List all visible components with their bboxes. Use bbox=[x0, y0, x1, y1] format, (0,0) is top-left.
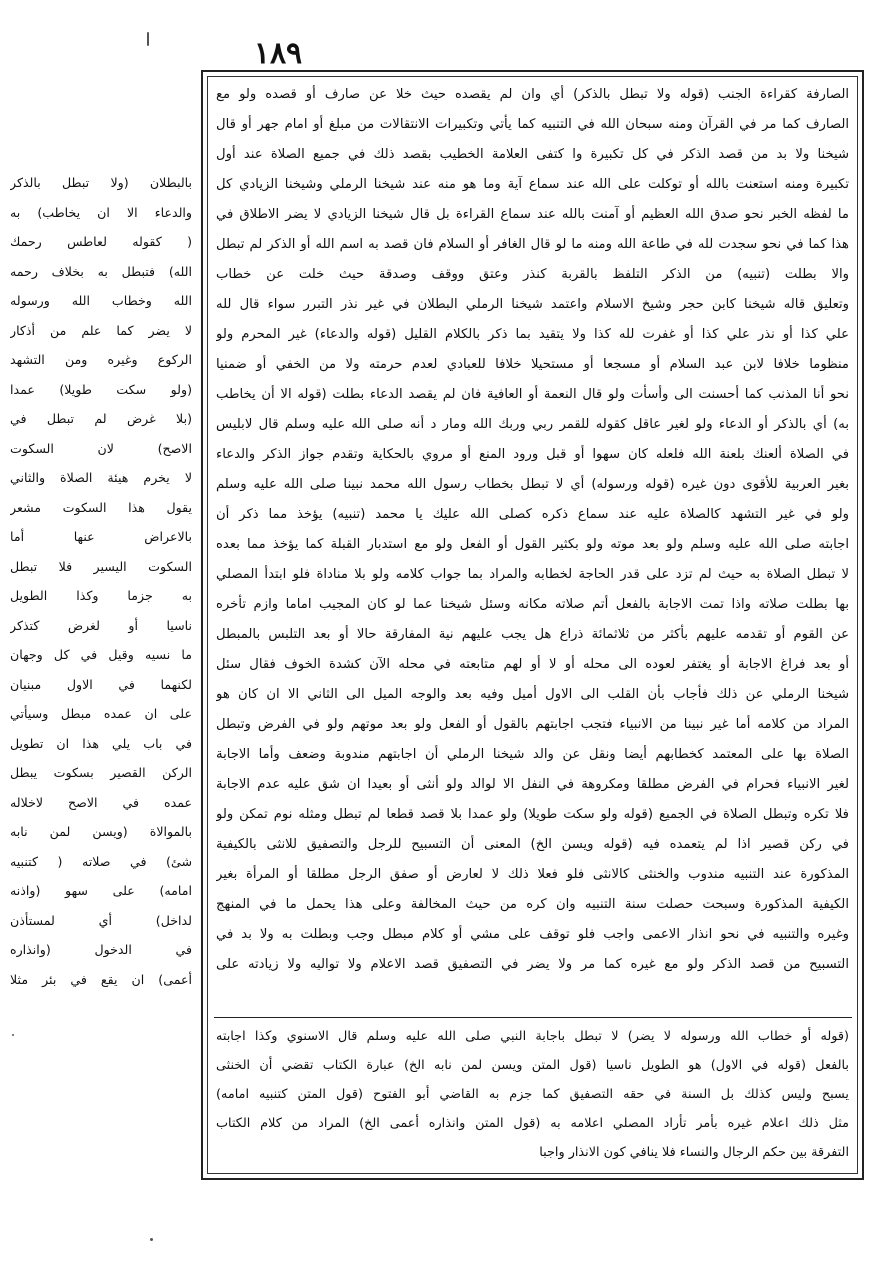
main-line: الصارفة كقراءة الجنب (قوله ولا تبطل بالذكر) أي وان لم يقصده حيث خلا عن صارف أو قصده ولو مع bbox=[216, 87, 849, 102]
margin-line: في الدخول (وانذاره bbox=[10, 942, 192, 957]
margin-matn-column bbox=[8, 168, 194, 987]
main-line: التسبيح من قصد الذكر ولو مع غيره كما مر ولا يضر في التصفيق قصد الاعلام ولا تواليه ولا زيادته على bbox=[216, 957, 849, 972]
margin-line: ( كقوله لعاطس رحمك bbox=[10, 234, 192, 249]
margin-line: بالبطلان (ولا تبطل بالذكر bbox=[10, 175, 192, 190]
margin-line: امامه) على سهو (واذنه bbox=[10, 883, 192, 898]
main-line: المذكورة عند التنبيه مندوب والخنثى كالانثى فلو فعلا ذلك لا لعارض أو صفق الرجل مطلقا أو المرأة بغير bbox=[216, 867, 849, 882]
main-line: شيخنا الرملي عن ذلك فأجاب بأن القلب الى الاول أميل وفيه بعد والوجه الميل الى الثاني الا ان كان هو bbox=[216, 687, 849, 702]
margin-line: ناسيا أو لغرض كتذكر bbox=[10, 617, 192, 633]
margin-line: ما نسيه وقيل في كل وجهان bbox=[10, 647, 192, 662]
margin-line: الركوع وغيره ومن التشهد bbox=[10, 352, 192, 367]
footnotes bbox=[206, 1022, 859, 1172]
margin-line: لكنهما في الاول مبنيان bbox=[10, 676, 192, 692]
main-line: المراد من كلامه أما غير نبينا من الانبياء فتجب اجابتهم بالقول أو الفعل ولو بعد موتهم ولو في الفرض وتبطل bbox=[216, 717, 849, 732]
scan-speck bbox=[12, 1034, 14, 1036]
margin-line: بالاعراض عنها أما bbox=[10, 529, 192, 544]
margin-line: في باب يلي هذا ان تطويل bbox=[10, 735, 192, 751]
margin-line: لداخل) أي لمستأذن bbox=[10, 912, 192, 928]
main-line: شيخنا ولا بد من قصد الذكر في كل تكبيرة وا كتفى العلامة الخطيب بقصد ذلك في جميع الصلاة عند أول bbox=[216, 147, 849, 162]
footnote-line: (قوله أو خطاب الله ورسوله لا يضر) لا تبطل باجابة النبي صلى الله عليه وسلم قال الاسنوي وكذا اجابته bbox=[216, 1029, 849, 1044]
scan-speck bbox=[150, 1238, 153, 1241]
main-line: فلا تكره وتبطل الصلاة في الجميع (قوله ولو سكت طويلا) ولو عمدا بلا قصد قطعا لم تبطل ومثله نوم تمكن ولو bbox=[216, 807, 849, 822]
main-line: لا تبطل الصلاة به حيث لم تزد على قدر الحاجة لخطابه والمراد بما جواب كلامه ولو بلا مناداة فلو ابتدأ المصلي bbox=[216, 567, 849, 582]
main-line: عن القوم أو تقدمه عليهم بأكثر من ثلاثمائة ذراع هل يجب عليهم نية المفارقة حالا أو بعد التلبس بالمبطل bbox=[216, 627, 849, 642]
margin-line: الله) فتبطل به بخلاف رحمه bbox=[10, 263, 192, 279]
main-line: الصلاة بها على المعتمد كخطابهم أيضا ونقل عن والد شيخنا الرملي أن اجابتهم مندوبة وضعف وأما الاجابة bbox=[216, 747, 849, 762]
main-line: بغير العربية للأقوى دون غيره (قوله ورسوله) أي لا تبطل بخطاب رسول الله محمد نبينا صلى الله عليه وسلم bbox=[216, 477, 849, 492]
main-line: أو بعد فراغ الاجابة أو يغتفر لعوده الى محله أو لا أو لهم متابعته في محله الآن كشدة الخوف فقال سئل bbox=[216, 657, 849, 672]
main-line: وغيره والتنبيه في نحو انذار الاعمى واجب فلو توقف على مشي أو كلام مبطل وجب وبطلت به ولا بد في bbox=[216, 927, 849, 942]
main-line: ولو في غير التشهد كالصلاة عليه عند سماع ذكره كصلى الله عليك يا محمد (تنبيه) يؤخذ مما ذكر أن bbox=[216, 507, 849, 522]
main-line: تكبيرة ومنه استعنت بالله أو توكلت على الله عند سماع آية وما هو منه عند شيخنا الرملي وشيخنا الزيادي كل bbox=[216, 177, 849, 192]
main-line: علي كذا أو نذر علي كذا أو غفرت لله كذا ولا يتقيد بما ذكر بالكلام القليل (قوله والدعاء) غير المحرم ولو bbox=[216, 327, 849, 342]
margin-line: لا يضر كما علم من أذكار bbox=[10, 322, 192, 338]
margin-line: لا يخرم هيئة الصلاة والثاني bbox=[10, 470, 192, 485]
scan-speck bbox=[147, 32, 149, 46]
main-line: لغير الانبياء فحرام في الفرض مطلقا ومكروهة في النفل الا لوالد ولو أنثى أو بعيدا ان شق عليه عدم الاجابة bbox=[216, 777, 849, 792]
margin-line: السكوت اليسير فلا تبطل bbox=[10, 558, 192, 574]
margin-line: (بلا غرض لم تبطل في bbox=[10, 411, 192, 426]
main-line: ما لفظه الخبر نحو صدق الله العظيم أو آمنت بالله عند سماع القراءة بل قال شيخنا الزيادي لا يضر الاطلاق في bbox=[216, 207, 849, 222]
main-line: الكيفية المذكورة وسبحت حصلت سنة التنبيه وان كره من حيث المخالفة وعلى هذا يحمل ما في المنهج bbox=[216, 897, 849, 912]
main-line: في ركن قصير اذا لم يتعمده فيه (قوله ويسن الخ) المعنى أن التسبيح للرجل والتصفيق للانثى بالكيفية bbox=[216, 837, 849, 852]
margin-line: عمده في الاصح لاخلاله bbox=[10, 794, 192, 810]
margin-line: به جزما وكذا الطويل bbox=[10, 588, 192, 603]
main-commentary bbox=[206, 80, 859, 1010]
main-line: الصارف كما مر في القرآن ومنه سبحان الله في التنبيه كما يأتي وتكبيرات الانتقالات من مبلغ أو امام جهر أو قال bbox=[216, 117, 849, 132]
margin-line: شئ) في صلاته ( كتنبيه bbox=[10, 853, 192, 869]
footnote-line: التفرقة بين حكم الرجال والنساء فلا ينافي كون الانذار واجبا bbox=[539, 1145, 849, 1160]
main-line: والا بطلت (تنبيه) من الذكر التلفظ بالقربة كنذر وعتق ووقف وصدقة حيث خلت عن خطاب bbox=[216, 267, 849, 282]
page-number: ۱۸۹ bbox=[253, 36, 303, 71]
main-line: وتعليق قاله شيخنا كابن حجر وشيخ الاسلام واعتمد شيخنا الرملي البطلان في غير نذر التبرر سواء قال لله bbox=[216, 297, 849, 312]
main-line: اجابته صلى الله عليه وسلم ولو بعد موته ولو بكثير القول أو الفعل ولو مع استدبار القبلة كما يؤخذ مما بعده bbox=[216, 537, 849, 552]
margin-line: الركن القصير بسكوت يبطل bbox=[10, 765, 192, 780]
margin-line: (ولو سكت طويلا) عمدا bbox=[10, 381, 192, 397]
main-line: منظوما خلافا لابن عبد السلام أو مسجعا أو مستحيلا خلافا للعبادي لعدم حرمته ولا من الخفي أو ضمنيا bbox=[216, 357, 849, 372]
margin-line: يقول هذا السكوت مشعر bbox=[10, 499, 192, 515]
margin-line: على ان عمده مبطل وسيأتي bbox=[10, 706, 192, 721]
footnote-divider bbox=[214, 1017, 852, 1018]
footnote-line: بالفعل (قوله في الاول) هو الطويل ناسيا (قول المتن ويسن لمن نابه الخ) عبارة الكتاب تقضي أن الخنثى bbox=[216, 1058, 849, 1073]
footnote-line: يسبح وليس كذلك بل السنة في حقه التصفيق كما جزم به القاضي أبو الفتوح (قول المتن كتنبيه امامه) bbox=[216, 1087, 849, 1102]
margin-line: والدعاء الا ان يخاطب) به bbox=[10, 204, 192, 220]
margin-line: الاصح) لان السكوت bbox=[10, 440, 192, 456]
footnote-line: مثل ذلك اعلام غيره بأمر تأراد المصلي اعلامه به (قول المتن وانذاره أعمى الخ) المراد من كلام الكتاب bbox=[216, 1116, 849, 1131]
margin-line: الله وخطاب الله ورسوله bbox=[10, 293, 192, 308]
main-line: نحو أنا المذنب كما أحسنت الى وأسأت ولو قال النعمة أو العافية فان لم يقصد الدعاء بطلت (قوله الا أن يخاطب bbox=[216, 387, 849, 402]
margin-line: أعمى) ان يقع في بئر مثلا bbox=[10, 971, 192, 987]
main-line: في الصلاة ألعنك بلعنة الله فلعله كان سهوا أو قبل ورود المنع أو مروي بالحكاية وتقدم جواز الذكر والدعاء bbox=[216, 447, 849, 462]
main-line: هذا كما في نحو سجدت لله في طاعة الله ومنه ما لو قال الغافر أو السلام فان قصد به اسم الله أو الذكر لم تبطل bbox=[216, 237, 849, 252]
main-line: بها بطلت صلاته واذا تمت الاجابة بالفعل أتم صلاته مكانه وسئل شيخنا عما لو كان المجيب اماما وازم تأخره bbox=[216, 597, 849, 612]
margin-line: بالموالاة (ويسن لمن نابه bbox=[10, 824, 192, 839]
main-line: به) أي بالذكر أو الدعاء ولو لغير عاقل كقوله للقمر ربي وربك الله ومار د أنه صلى الله عليه وسلم قال لابليس bbox=[216, 417, 849, 432]
